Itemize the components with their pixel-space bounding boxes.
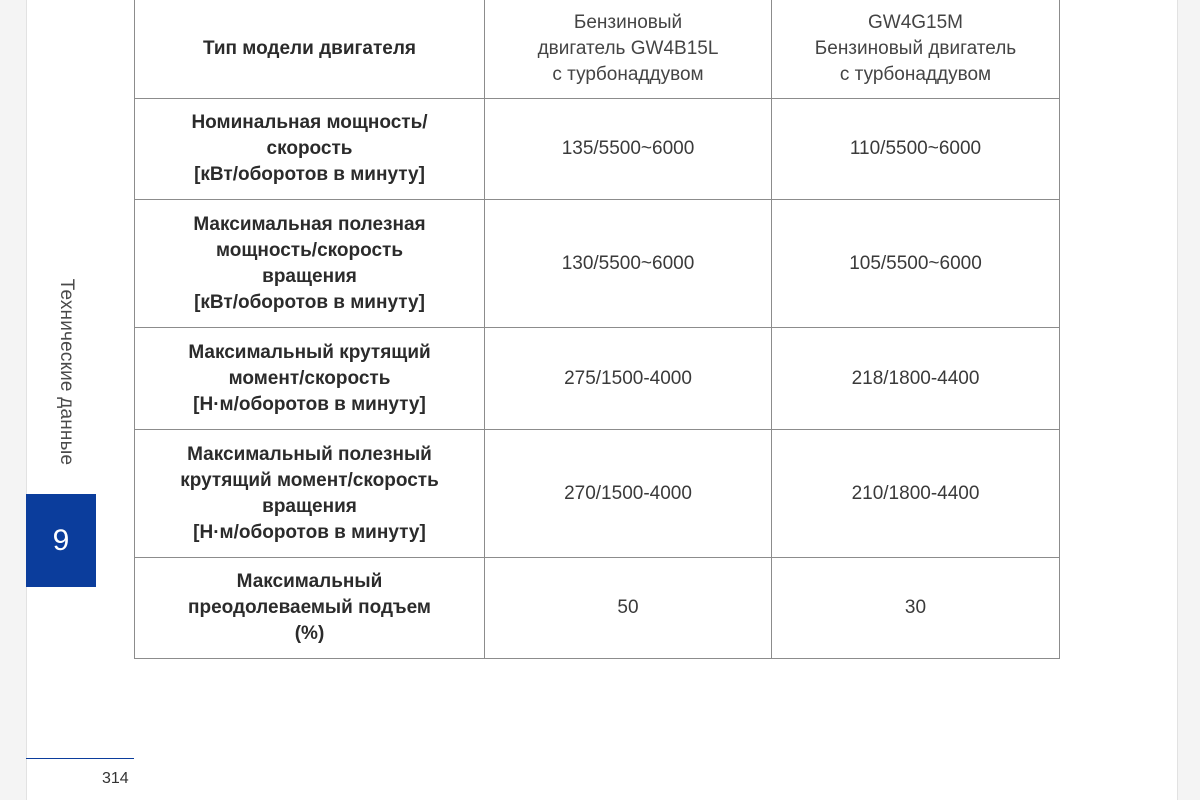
cell-value: 270/1500-4000 xyxy=(485,430,772,558)
footer-rule xyxy=(26,758,134,759)
cell-value: 130/5500~6000 xyxy=(485,200,772,328)
header-col1-line: с турбонаддувом xyxy=(552,63,704,85)
cell-value: 275/1500-4000 xyxy=(485,328,772,430)
row-param-max-torque xyxy=(135,328,485,430)
engine-spec-table xyxy=(134,0,1060,659)
table-row xyxy=(135,328,1060,430)
param-line: мощность/скорость xyxy=(215,239,404,261)
table-row xyxy=(135,558,1060,659)
param-line: [Н·м/оборотов в минуту] xyxy=(193,521,426,543)
param-line: Максимальная полезная xyxy=(193,213,426,235)
param-line: крутящий момент/скорость xyxy=(180,469,439,491)
header-col2-line: с турбонаддувом xyxy=(839,63,992,85)
header-col2-line: Бензиновый двигатель xyxy=(814,37,1017,59)
cell-value: 218/1800-4400 xyxy=(772,328,1060,430)
table-row xyxy=(135,99,1060,200)
header-param-line: Тип модели двигателя xyxy=(202,37,417,59)
param-line: Максимальный крутящий xyxy=(188,341,431,363)
param-line: Максимальный xyxy=(236,571,383,592)
row-param-rated-power xyxy=(135,99,485,200)
param-line: [кВт/оборотов в минуту] xyxy=(194,291,425,313)
cell-value: 210/1800-4400 xyxy=(772,430,1060,558)
header-col1-line: Бензиновый xyxy=(573,11,683,33)
chapter-tab: 9 xyxy=(26,494,96,587)
param-line: вращения xyxy=(262,265,357,287)
section-title: Технические данные xyxy=(56,278,77,466)
param-line: вращения xyxy=(262,495,357,517)
table-header-row xyxy=(135,0,1060,99)
header-engine-model-type xyxy=(135,0,485,99)
table-row xyxy=(135,200,1060,328)
header-col2-line: GW4G15M xyxy=(867,11,964,33)
row-param-max-net-power xyxy=(135,200,485,328)
header-engine-gw4g15m xyxy=(772,0,1060,99)
param-line: (%) xyxy=(294,623,325,644)
cell-value: 110/5500~6000 xyxy=(772,99,1060,200)
param-line: Номинальная мощность/ xyxy=(191,112,428,133)
param-line: [кВт/оборотов в минуту] xyxy=(194,164,425,185)
param-line: скорость xyxy=(266,138,353,159)
header-col1-line: двигатель GW4B15L xyxy=(537,37,719,59)
row-param-max-net-torque xyxy=(135,430,485,558)
page-number: 314 xyxy=(102,770,129,787)
param-line: [Н·м/оборотов в минуту] xyxy=(193,393,426,415)
param-line: преодолеваемый подъем xyxy=(187,597,431,618)
row-param-max-gradeability xyxy=(135,558,485,659)
param-line: момент/скорость xyxy=(228,367,391,389)
cell-value: 30 xyxy=(772,558,1060,659)
cell-value: 135/5500~6000 xyxy=(485,99,772,200)
table-row xyxy=(135,430,1060,558)
param-line: Максимальный полезный xyxy=(187,443,432,465)
header-engine-gw4b15l xyxy=(485,0,772,99)
cell-value: 105/5500~6000 xyxy=(772,200,1060,328)
cell-value: 50 xyxy=(485,558,772,659)
